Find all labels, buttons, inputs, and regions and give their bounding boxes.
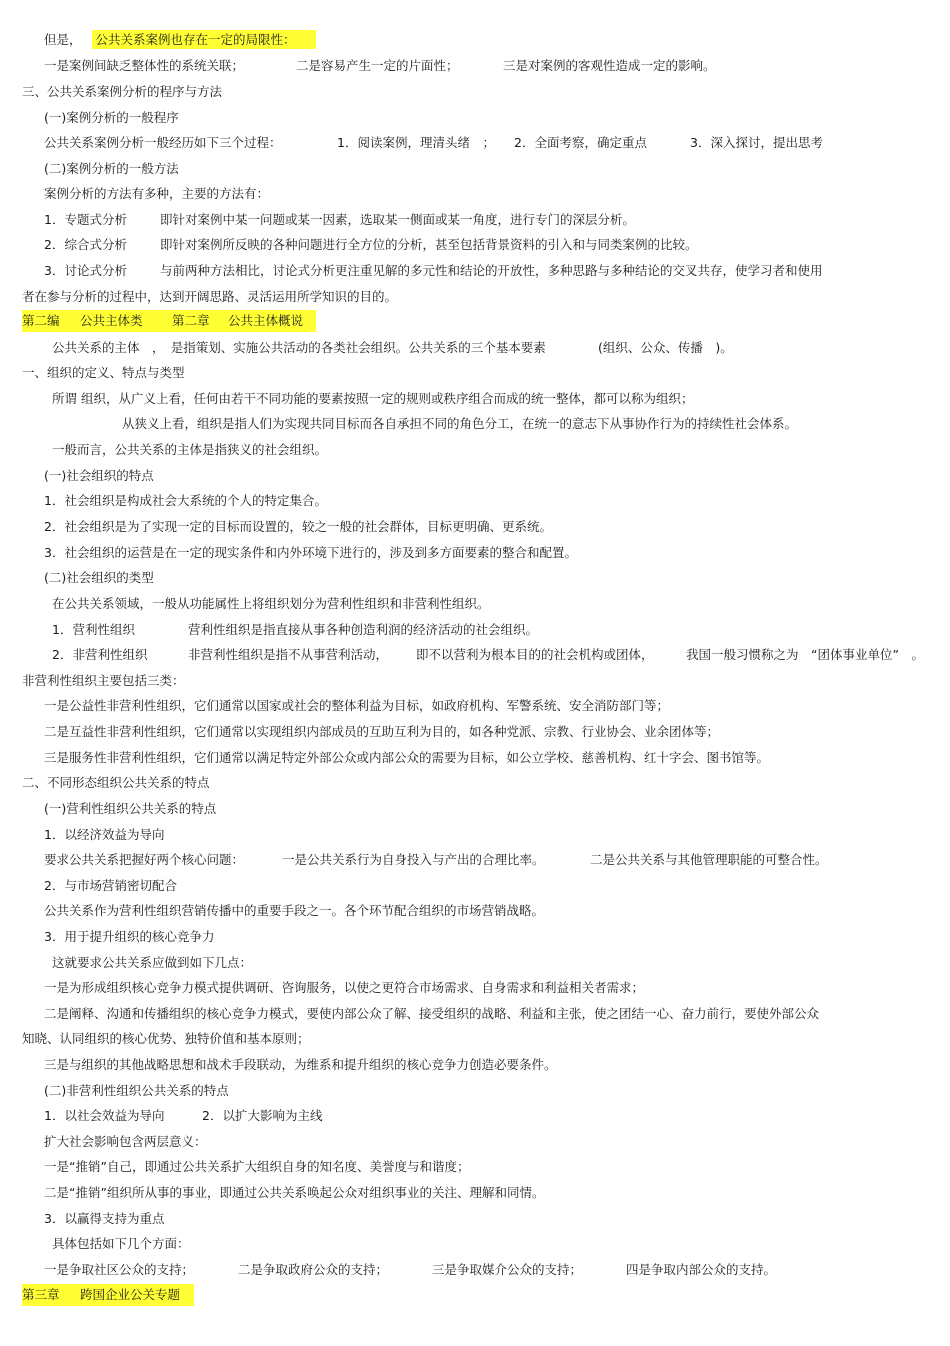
- heading-part: 跨国企业公关专题: [80, 1287, 181, 1302]
- text-line: 所谓 组织，从广义上看，任何由若干不同功能的要素按照一定的规则或秩序组合而成的统一整体，都可以称为组织；: [52, 391, 694, 406]
- chapter-heading: [22, 310, 316, 332]
- text-fragment: 公共关系的主体 ， 是指策划、实施公共活动的各类社会组织。公共关系的三个基本要素: [52, 340, 546, 355]
- text-line: [44, 135, 282, 151]
- text-line: [44, 1262, 194, 1278]
- text-fragment: 二是容易产生一定的片面性；: [296, 58, 459, 73]
- text-line: [690, 135, 823, 151]
- section-heading: 一、组织的定义、特点与类型: [22, 365, 185, 380]
- text-line: [337, 135, 495, 151]
- text-line: 这就要求公共关系应做到如下几点：: [52, 955, 253, 970]
- text-line: [44, 212, 127, 228]
- text-line: 知晓、认同组织的核心优势、独特价值和基本原则；: [22, 1031, 310, 1046]
- list-item: 三是与组织的其他战略思想和战术手段联动，为维系和提升组织的核心竞争力创造必要条件。: [44, 1057, 557, 1072]
- text-line: [626, 1262, 776, 1278]
- text-fragment: 2．全面考察，确定重点: [514, 135, 647, 150]
- text-fragment: 2．非营利性组织: [52, 647, 148, 662]
- list-item: 二是“推销”组织所从事的事业，即通过公共关系唤起公众对组织事业的关注、理解和同情。: [44, 1185, 545, 1200]
- text-line: [52, 622, 135, 638]
- text-fragment: 2．以扩大影响为主线: [202, 1108, 323, 1123]
- subsection-heading: (二)社会组织的类型: [44, 570, 154, 585]
- text-fragment: 公共关系案例分析一般经历如下三个过程：: [44, 135, 282, 150]
- text-fragment: 1．专题式分析: [44, 212, 127, 227]
- text-line: [432, 1262, 582, 1278]
- subsection-heading: (一)社会组织的特点: [44, 468, 154, 483]
- text-line: [188, 622, 538, 638]
- list-item: 1．社会组织是构成社会大系统的个人的特定集合。: [44, 493, 327, 508]
- text-fragment: 与前两种方法相比，讨论式分析更注重见解的多元性和结论的开放性，多种思路与多种结论的交叉共存，使学习者和使用: [160, 263, 823, 278]
- text-line: [686, 647, 924, 663]
- text-line: [598, 340, 733, 356]
- text-line: 在公共关系领域，一般从功能属性上将组织划分为营利性组织和非营利性组织。: [52, 596, 490, 611]
- text-fragment: 1．以社会效益为导向: [44, 1108, 165, 1123]
- subsection-heading: (一)案例分析的一般程序: [44, 110, 179, 125]
- text-line: [188, 647, 388, 663]
- list-item: 3．以赢得支持为重点: [44, 1211, 165, 1226]
- highlighted-text: 公共关系案例也存在一定的局限性：: [92, 30, 316, 49]
- list-item: 3．社会组织的运营是在一定的现实条件和内外环境下进行的，涉及到多方面要素的整合和配置。: [44, 545, 577, 560]
- text-fragment: 营利性组织是指直接从事各种创造利润的经济活动的社会组织。: [188, 622, 539, 637]
- text-fragment: 二是争取政府公众的支持；: [238, 1262, 389, 1277]
- text-line: [44, 852, 244, 868]
- subsection-heading: (二)案例分析的一般方法: [44, 161, 179, 176]
- text-line: [282, 852, 545, 868]
- heading-part: 第三章: [22, 1287, 60, 1302]
- text-line: [44, 32, 316, 48]
- text-line: [296, 58, 459, 74]
- text-line: 者在参与分析的过程中，达到开阔思路、灵活运用所学知识的目的。: [22, 289, 398, 304]
- text-fragment: 一是争取社区公众的支持；: [44, 1262, 195, 1277]
- text-line: 案例分析的方法有多种，主要的方法有：: [44, 186, 270, 201]
- text-fragment: 非营利性组织是指不从事营利活动，: [188, 647, 389, 662]
- text-fragment: 但是，: [44, 32, 82, 47]
- list-item: 二是阐释、沟通和传播组织的核心竞争力模式，要使内部公众了解、接受组织的战略、利益和主张，使之团结一心、奋力前行，要使外部公众: [44, 1006, 820, 1021]
- text-fragment: 3．讨论式分析: [44, 263, 127, 278]
- section-heading: 二、不同形态组织公共关系的特点: [22, 775, 210, 790]
- list-item: 2．社会组织是为了实现一定的目标而设置的，较之一般的社会群体，目标更明确、更系统。: [44, 519, 552, 534]
- text-line: [44, 263, 127, 279]
- text-line: [416, 647, 654, 663]
- text-line: [44, 237, 127, 253]
- heading-part: 第二章: [172, 313, 210, 328]
- text-line: [160, 263, 823, 279]
- text-fragment: (组织、公众、传播 )。: [598, 340, 733, 355]
- text-line: [514, 135, 647, 151]
- text-line: 非营利性组织主要包括三类：: [22, 673, 185, 688]
- text-line: [590, 852, 828, 868]
- text-fragment: 即针对案例所反映的各种问题进行全方位的分析，甚至包括背景资料的引入和与同类案例的比较。: [160, 237, 698, 252]
- text-fragment: 三是对案例的客观性造成一定的影响。: [503, 58, 716, 73]
- list-item: 1．以经济效益为导向: [44, 827, 165, 842]
- text-line: [160, 237, 698, 253]
- text-line: [52, 340, 546, 356]
- text-fragment: 一是公共关系行为自身投入与产出的合理比率。: [282, 852, 545, 867]
- heading-part: 公共主体概说: [228, 313, 304, 328]
- subsection-heading: (一)营利性组织公共关系的特点: [44, 801, 217, 816]
- text-line: [52, 647, 147, 663]
- text-fragment: 我国一般习惯称之为 “团体事业单位” 。: [686, 647, 924, 662]
- text-fragment: 一是案例间缺乏整体性的系统关联；: [44, 58, 245, 73]
- list-item: 一是公益性非营利性组织，它们通常以国家或社会的整体利益为目标，如政府机构、军警系统、安全消防部门等；: [44, 698, 670, 713]
- list-item: 二是互益性非营利性组织，它们通常以实现组织内部成员的互助互利为目的，如各种党派、宗教、行业协会、业余团体等；: [44, 724, 720, 739]
- chapter-heading: [22, 1284, 194, 1306]
- text-fragment: 2．综合式分析: [44, 237, 127, 252]
- text-fragment: 四是争取内部公众的支持。: [626, 1262, 777, 1277]
- text-line: [44, 1108, 164, 1124]
- text-line: [238, 1262, 388, 1278]
- text-fragment: 三是争取媒介公众的支持；: [432, 1262, 583, 1277]
- text-line: 具体包括如下几个方面：: [52, 1236, 190, 1251]
- text-line: [503, 58, 716, 74]
- heading-part: 公共主体类: [80, 313, 143, 328]
- text-line: [160, 212, 635, 228]
- list-item: 一是为形成组织核心竞争力模式提供调研、咨询服务，以使之更符合市场需求、自身需求和利益相关者需求；: [44, 980, 645, 995]
- text-fragment: 即不以营利为根本目的的社会机构或团体，: [416, 647, 654, 662]
- text-line: 扩大社会影响包含两层意义：: [44, 1134, 207, 1149]
- subsection-heading: (二)非营利性组织公共关系的特点: [44, 1083, 229, 1098]
- text-fragment: 1．阅读案例，理清头绪 ；: [337, 135, 495, 150]
- list-item: 一是“推销”自己，即通过公共关系扩大组织自身的知名度、美誉度与和谐度；: [44, 1159, 470, 1174]
- section-heading: 三、公共关系案例分析的程序与方法: [22, 84, 223, 99]
- text-fragment: 3．深入探讨，提出思考: [690, 135, 823, 150]
- text-fragment: 二是公共关系与其他管理职能的可整合性。: [590, 852, 828, 867]
- heading-part: 第二编: [22, 313, 60, 328]
- text-line: 公共关系作为营利性组织营销传播中的重要手段之一。各个环节配合组织的市场营销战略。: [44, 903, 545, 918]
- text-fragment: 1．营利性组织: [52, 622, 135, 637]
- list-item: 三是服务性非营利性组织，它们通常以满足特定外部公众或内部公众的需要为目标，如公立学校、慈善机构、红十字会、图书馆等。: [44, 750, 770, 765]
- text-fragment: 要求公共关系把握好两个核心问题：: [44, 852, 245, 867]
- list-item: 3．用于提升组织的核心竞争力: [44, 929, 215, 944]
- text-fragment: 即针对案例中某一问题或某一因素，选取某一侧面或某一角度，进行专门的深层分析。: [160, 212, 636, 227]
- text-line: 从狭义上看，组织是指人们为实现共同目标而各自承担不同的角色分工，在统一的意志下从事协作行为的持续性社会体系。: [122, 416, 798, 431]
- text-line: 一般而言，公共关系的主体是指狭义的社会组织。: [52, 442, 328, 457]
- list-item: 2．与市场营销密切配合: [44, 878, 177, 893]
- text-line: [44, 58, 244, 74]
- text-line: [202, 1108, 322, 1124]
